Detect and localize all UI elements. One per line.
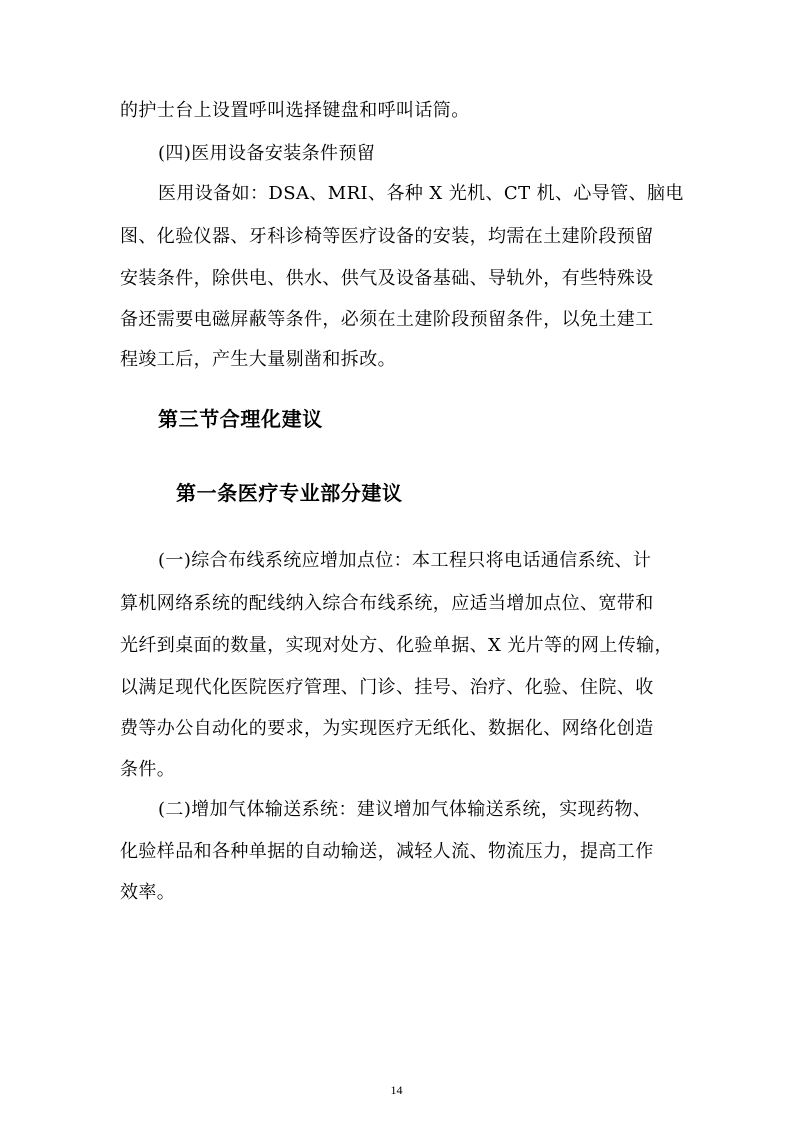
- paragraph-line: 费等办公自动化的要求，为实现医疗无纸化、数据化、网络化创造: [120, 718, 654, 739]
- paragraph-line: 算机网络系统的配线纳入综合布线系统，应适当增加点位、宽带和: [120, 593, 654, 614]
- page-number: 14: [390, 1083, 403, 1097]
- paragraph-line: (一)综合布线系统应增加点位：本工程只将电话通信系统、计: [158, 550, 652, 571]
- paragraph-line: 以满足现代化医院医疗管理、门诊、挂号、治疗、化验、住院、收: [120, 677, 654, 698]
- paragraph-line: 程竣工后，产生大量剔凿和拆改。: [120, 349, 396, 370]
- paragraph-continuation: 的护士台上设置呼叫选择键盘和呼叫话筒。: [120, 100, 470, 121]
- paragraph-line: 图、化验仪器、牙科诊椅等医疗设备的安装，均需在土建阶段预留: [120, 226, 654, 247]
- paragraph-line: 效率。: [120, 882, 176, 903]
- paragraph-line: 光纤到桌面的数量，实现对处方、化验单据、X 光片等的网上传输，: [120, 635, 673, 656]
- paragraph-line: 条件。: [120, 759, 176, 780]
- paragraph-line: (二)增加气体输送系统：建议增加气体输送系统，实现药物、: [158, 799, 652, 820]
- article-heading: 第一条医疗专业部分建议: [176, 481, 403, 505]
- paragraph-line: 安装条件，除供电、供水、供气及设备基础、导轨外，有些特殊设: [120, 268, 654, 289]
- paragraph-line: 化验样品和各种单据的自动输送，减轻人流、物流压力，提高工作: [120, 841, 654, 862]
- section-heading: 第三节合理化建议: [158, 407, 323, 431]
- paragraph-line: 医用设备如：DSA、MRI、各种 X 光机、CT 机、心导管、脑电: [158, 183, 684, 204]
- subsection-title: (四)医用设备安装条件预留: [158, 143, 376, 164]
- paragraph-line: 备还需要电磁屏蔽等条件，必须在土建阶段预留条件，以免土建工: [120, 309, 654, 330]
